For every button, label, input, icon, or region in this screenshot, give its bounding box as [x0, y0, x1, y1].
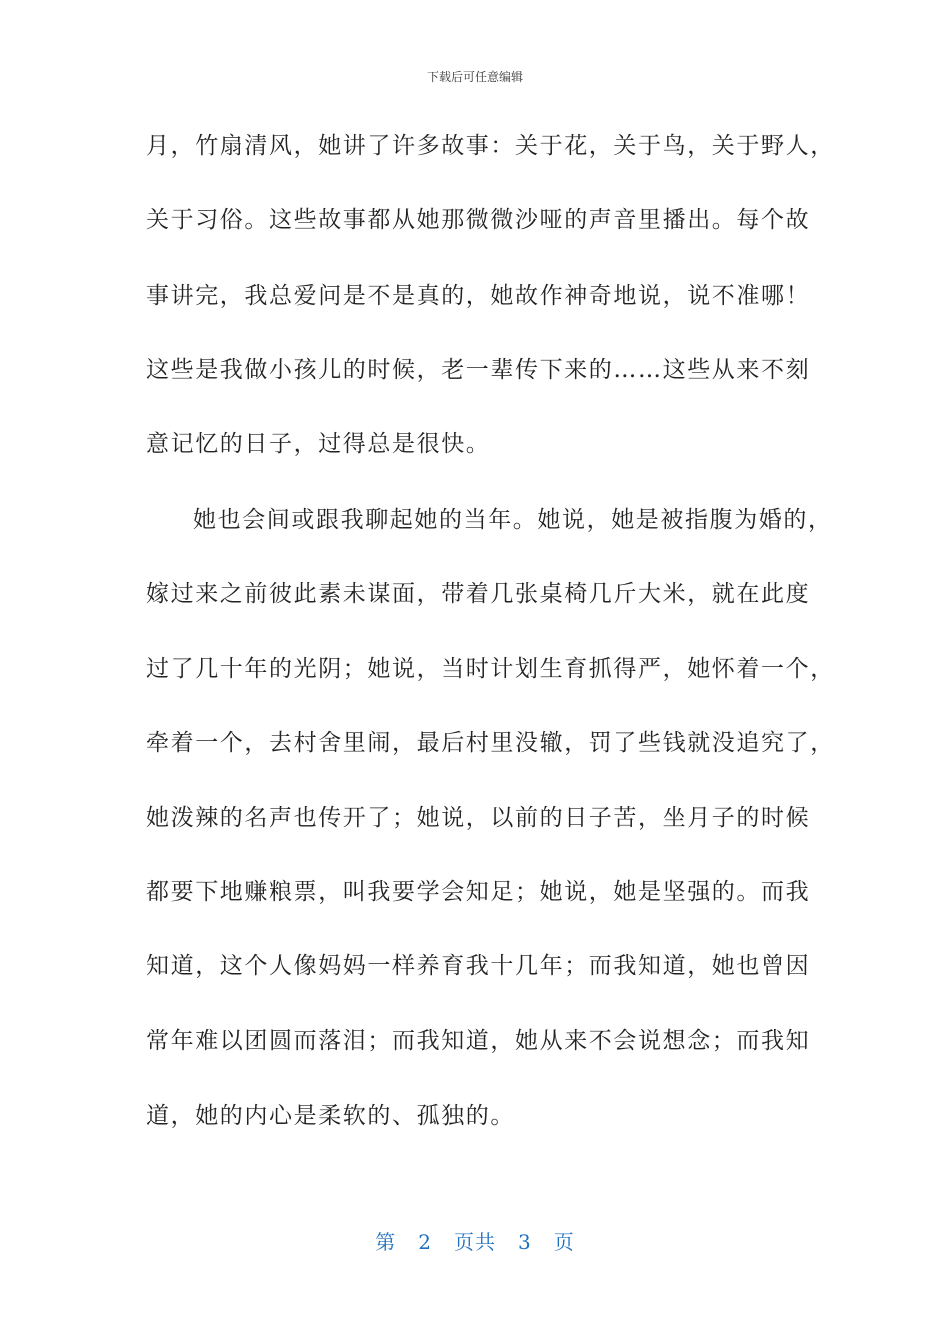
total-pages-number: 3 — [518, 1230, 532, 1254]
text-line: 道，她的内心是柔软的、孤独的。 — [146, 1103, 515, 1129]
text-line: 这些是我做小孩儿的时候，老一辈传下来的……这些从来不刻 — [146, 357, 811, 383]
text-line: 嫁过来之前彼此素未谋面，带着几张桌椅几斤大米，就在此度 — [146, 581, 811, 607]
page-footer — [0, 1226, 950, 1255]
page-header-note: 下载后可任意编辑 — [426, 70, 523, 84]
text-line: 事讲完，我总爱问是不是真的，她故作神奇地说，说不准哪！ — [146, 283, 811, 309]
text-line: 她也会间或跟我聊起她的当年。她说，她是被指腹为婚的， — [193, 507, 833, 533]
text-line: 知道，这个人像妈妈一样养育我十几年；而我知道，她也曾因 — [146, 953, 811, 979]
text-line: 月，竹扇清风，她讲了许多故事：关于花，关于鸟，关于野人， — [146, 133, 835, 159]
text-line: 常年难以团圆而落泪；而我知道，她从来不会说想念；而我知 — [146, 1028, 811, 1054]
footer-middle: 页共 — [454, 1230, 496, 1254]
text-line: 关于习俗。这些故事都从她那微微沙哑的声音里播出。每个故 — [146, 207, 811, 233]
footer-suffix: 页 — [553, 1230, 575, 1254]
current-page-number: 2 — [418, 1230, 432, 1254]
text-line: 牵着一个，去村舍里闹，最后村里没辙，罚了些钱就没追究了， — [146, 730, 835, 756]
text-line: 过了几十年的光阴；她说，当时计划生育抓得严，她怀着一个， — [146, 656, 835, 682]
text-line: 意记忆的日子，过得总是很快。 — [146, 431, 491, 457]
text-line: 她泼辣的名声也传开了；她说，以前的日子苦，坐月子的时候 — [146, 805, 811, 831]
footer-prefix: 第 — [375, 1230, 397, 1254]
text-line: 都要下地赚粮票，叫我要学会知足；她说，她是坚强的。而我 — [146, 879, 811, 905]
